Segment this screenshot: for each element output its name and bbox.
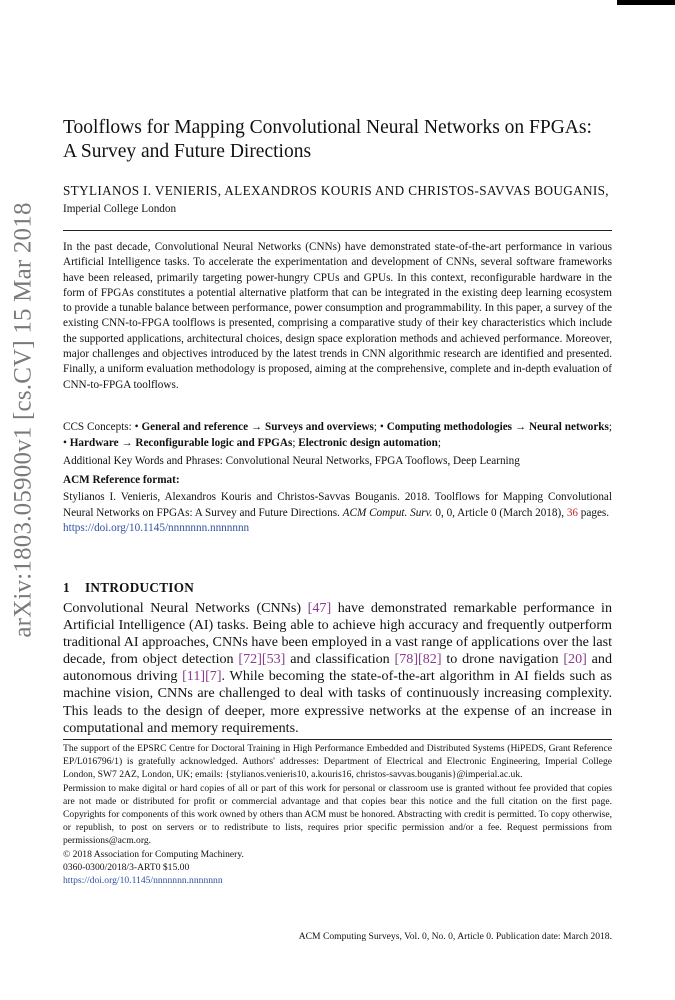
reference-format: [63, 490, 612, 537]
arxiv-stamp-text: arXiv:1803.05900v1 [cs.CV] 15 Mar 2018: [10, 202, 38, 638]
citation-link[interactable]: [82]: [418, 651, 442, 668]
citation-link[interactable]: [78]: [394, 651, 419, 668]
title-line-2: A Survey and Future Directions: [63, 141, 312, 162]
ccs-end: ;: [437, 436, 441, 449]
copyright-line: © 2018 Association for Computing Machinery.: [63, 848, 244, 860]
ccs-concept-1: General and reference → Surveys and overviews: [141, 421, 374, 433]
footnote-divider: [63, 739, 612, 740]
ccs-separator: ;: [292, 436, 299, 449]
section-number: 1: [63, 580, 70, 595]
arxiv-stamp: [4, 160, 44, 680]
title-line-1: Toolflows for Mapping Convolutional Neural Networks on FPGAs:: [63, 117, 592, 138]
citation-link[interactable]: [47]: [307, 600, 332, 616]
author-list: STYLIANOS I. VENIERIS, ALEXANDROS KOURIS AND CHRISTOS-SAVVAS BOUGANIS,: [63, 183, 609, 198]
section-heading: [63, 580, 194, 596]
permission-notice: Permission to make digital or hard copies of all or part of this work for personal or classroom use is granted without fee provided that copies are not made or distributed for profit or commercial advantage and that copies bear this notice and the full citation on the first page. Copyrights for components of this work owned by others than ACM must be honored. Abstracting with credit is permitted. To copy otherwise, or republish, to post on servers or to redistribute to lists, requires prior specific permission and/or a fee. Request permissions from permissions@acm.org.: [63, 782, 612, 847]
reference-volume: 0, 0, Article 0 (March 2018),: [432, 506, 567, 519]
ccs-concept-3: Hardware → Reconfigurable logic and FPGAs: [69, 436, 293, 449]
reference-text: Stylianos I. Venieris, Alexandros Kouris and Christos-Savvas Bouganis. 2018. Toolflows for Mapping Convolutional Neural Networks on FPGAs: A Survey and Future Directions.: [63, 491, 612, 519]
introduction-paragraph: [63, 600, 612, 737]
running-footer: ACM Computing Surveys, Vol. 0, No. 0, Article 0. Publication date: March 2018.: [298, 931, 612, 942]
affiliation: Imperial College London: [63, 203, 177, 215]
citation-link[interactable]: [11]: [182, 668, 206, 685]
footnote-doi-link[interactable]: https://doi.org/10.1145/nnnnnnn.nnnnnnn: [63, 875, 223, 887]
section-title: INTRODUCTION: [85, 580, 195, 595]
funding-footnote: The support of the EPSRC Centre for Doctoral Training in High Performance Embedded and Distributed Systems (HiPEDS, Grant Reference EP/L016796/1) is gratefully acknowledged. Authors' addresses: Department of Electrical and Electronic Engineering, Imperial College London, SW7 2AZ, London, UK; emails: {stylianos.venieris10, a.kouris16, christos-savvas.bouganis}@imperial.ac.uk.: [63, 743, 612, 781]
issn-line: 0360-0300/2018/3-ART0 $15.00: [63, 861, 190, 873]
intro-text: have demonstrated remarkable performance in Artificial Intelligence (AI) tasks. Being able to achieve high accuracy and frequently outperform traditional AI approaches, CNNs have been employed in a vast range of applications over the last decade, from object detection: [63, 600, 613, 668]
page-count-link[interactable]: 36: [566, 506, 578, 519]
corner-mark: [617, 0, 675, 5]
intro-text: . While becoming the state-of-the-art algorithm in AI fields such as machine vision, CNNs are challenged to deal with tasks of continuously increasing complexity. This leads to the design of deeper, more expressive networks at the expense of an increase in computational and memory requirements.: [63, 668, 612, 736]
intro-text: to drone navigation: [441, 651, 564, 668]
citation-link[interactable]: [7]: [205, 668, 222, 685]
keywords: Additional Key Words and Phrases: Convolutional Neural Networks, FPGA Tooflows, Deep Learning: [63, 455, 520, 467]
reference-journal: ACM Comput. Surv.: [342, 506, 433, 519]
ccs-concept-2: Computing methodologies → Neural networks: [386, 421, 609, 433]
paper-title: [63, 116, 612, 164]
ccs-separator: ; •: [63, 421, 612, 449]
ccs-concepts: [63, 420, 612, 451]
intro-text: and autonomous driving: [63, 651, 612, 685]
footnotes: [63, 742, 612, 887]
citation-link[interactable]: [20]: [563, 651, 587, 668]
ccs-prefix: CCS Concepts: •: [63, 421, 142, 433]
reference-pages-suffix: pages.: [578, 506, 610, 519]
header-divider: [63, 230, 612, 231]
intro-text: and classification: [285, 651, 395, 668]
ccs-separator: ; •: [373, 421, 387, 433]
citation-link[interactable]: [72]: [238, 651, 262, 668]
ccs-concept-4: Electronic design automation: [298, 436, 438, 449]
reference-format-heading: ACM Reference format:: [63, 474, 180, 486]
abstract: In the past decade, Convolutional Neural Networks (CNNs) have demonstrated state-of-the-art performance in various Artificial Intelligence tasks. To accelerate the experimentation and development of CNNs, several software frameworks have been released, primarily targeting power-hungry CPUs and GPUs. In this context, reconfigurable hardware in the form of FPGAs constitutes a potential alternative platform that can be integrated in the existing deep learning ecosystem to provide a tunable balance between performance, power consumption and programmability. In this paper, a survey of the existing CNN-to-FPGA toolflows is presented, comprising a comparative study of their key characteristics which include the supported applications, architectural choices, design space exploration methods and achieved performance. Moreover, major challenges and objectives introduced by the latest trends in CNN algorithmic research are identified and presented. Finally, a uniform evaluation methodology is proposed, aiming at the comprehensive, complete and in-depth evaluation of CNN-to-FPGA toolflows.: [63, 241, 612, 391]
intro-text: Convolutional Neural Networks (CNNs): [63, 600, 308, 616]
reference-doi-link[interactable]: https://doi.org/10.1145/nnnnnnn.nnnnnnn: [63, 522, 250, 534]
citation-link[interactable]: [53]: [261, 651, 286, 668]
